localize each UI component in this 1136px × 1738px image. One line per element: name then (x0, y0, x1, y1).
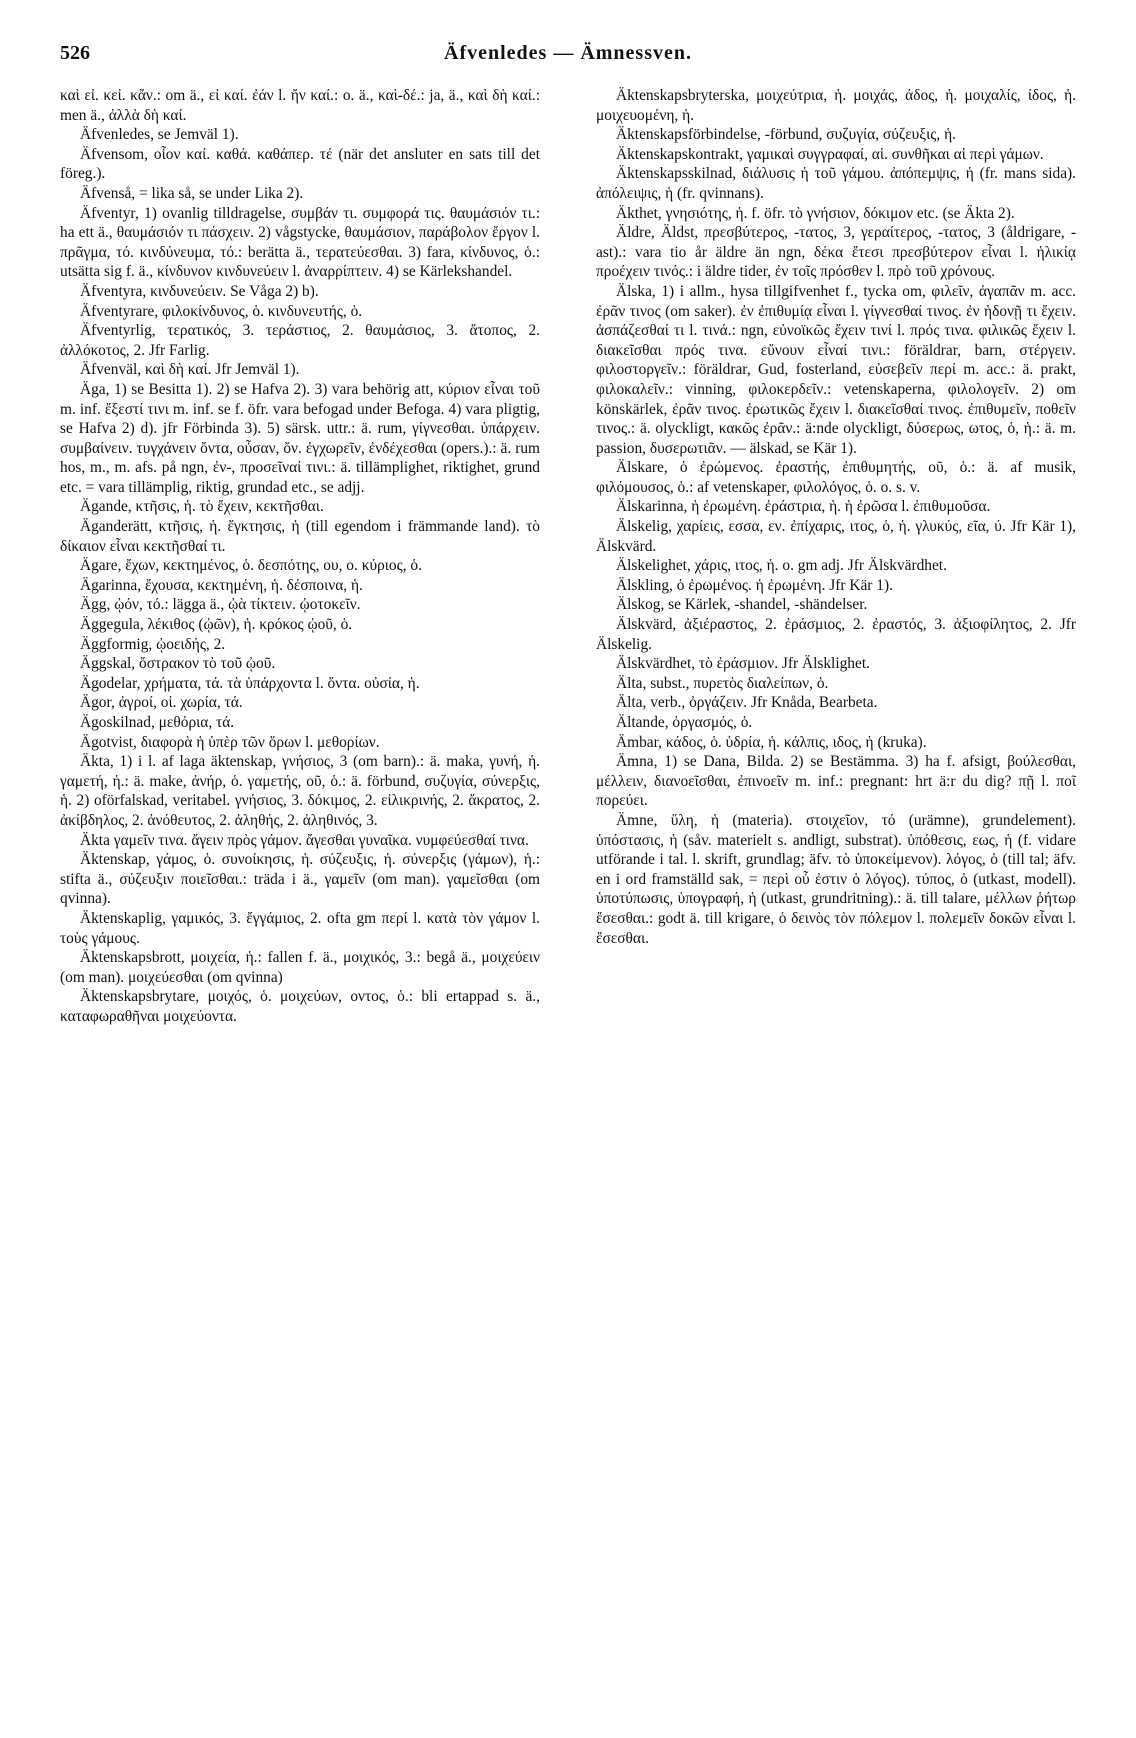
dictionary-entry: Äktenskapsbrytare, μοιχός, ὁ. μοιχεύων, οντος, ὁ.: bli ertappad s. ä., καταφωραθῆναι μοιχεύοντα. (60, 988, 540, 1025)
dictionary-entry: Äktenskapsskilnad, διάλυσις ἡ τοῦ γάμου. ἀπόπεμψις, ἡ (fr. mans sida). ἀπόλειψις, ἡ (fr. qvinnans). (596, 165, 1076, 202)
dictionary-entry: Äktenskapskontrakt, γαμικαὶ συγγραφαί, αἱ. συνθῆκαι αἱ περὶ γάμων. (616, 145, 1044, 163)
dictionary-entry: Äkthet, γνησιότης, ἡ. f. öfr. τὸ γνήσιον, δόκιμον etc. (se Äkta 2). (616, 204, 1015, 222)
dictionary-entry: Äggskal, ὄστρακον τὸ τοῦ ᾠοῦ. (80, 655, 276, 673)
dictionary-entry: Älskarinna, ἡ ἐρωμένη. ἐράστρια, ἡ. ἡ ἐρῶσα l. ἐπιθυμοῦσα. (616, 498, 991, 516)
dictionary-entry: Ägodelar, χρήματα, τά. τὰ ὑπάρχοντα l. ὄντα. οὐσία, ἡ. (80, 674, 420, 692)
dictionary-entry: Ämbar, κάδος, ὁ. ὑδρία, ἡ. κάλπις, ιδος, ἡ (kruka). (616, 733, 927, 751)
dictionary-entry: Äktenskapsbryterska, μοιχεύτρια, ἡ. μοιχάς, άδος, ἡ. μοιχαλίς, ίδος, ἡ. μοιχευομένη, ἡ. (596, 87, 1076, 124)
dictionary-entry: Älskare, ὁ ἐρώμενος. ἐραστής, ἐπιθυμητής, οῦ, ὁ.: ä. af musik, φιλόμουσος, ὁ.: af vetenskaper, φιλολόγος, ὁ. o. s. v. (596, 459, 1076, 496)
left-column (60, 86, 540, 1706)
dictionary-entry: Ägor, ἀγροί, οἱ. χωρία, τά. (80, 694, 243, 712)
dictionary-entry: Älskelighet, χάρις, ιτος, ἡ. o. gm adj. Jfr Älskvärdhet. (616, 557, 947, 575)
dictionary-entry: Äfventyrare, φιλοκίνδυνος, ὁ. κινδυνευτής, ὁ. (80, 302, 363, 320)
dictionary-entry: Äkta, 1) i l. af laga äktenskap, γνήσιος, 3 (om barn).: ä. maka, γυνή, ἡ. γαμετή, ἡ.: ä. make, ἀνήρ, ὁ. γαμετής, οῦ, ὁ.: ä. förbund, συζυγία, σύνερξις, ἡ. 2) oförfalskad, veritabel. γνήσιος, 3. δόκιμος, 2. εἰλικρινής, 2. ἄκρατος, 2. ἀκίβδηλος, 2. ἀνόθευτος, 2. ἀληθής, 2. ἀληθινός, 3. (60, 753, 540, 829)
dictionary-entry: Ämna, 1) se Dana, Bilda. 2) se Bestämma. 3) ha f. afsigt, βούλεσθαι, μέλλειν, διανοεῖσθαι, ἐπινοεῖν m. inf.: pregnant: hrt ä:r du dig? πῇ l. ποῖ πορεύει. (596, 753, 1076, 810)
dictionary-entry: Ämne, ὕλη, ἡ (materia). στοιχεῖον, τό (urämne), grundelement). ὑπόστασις, ἡ (såv. materielt s. andligt, substrat). ὑπόθεσις, εως, ἡ (f. vidare utförande i tal. l. skrift, grundlag; äfv. τὸ ὑποκείμενον). λόγος, ὁ (till tal; äfv. en i ord framställd sak, = περὶ οὗ ἐστιν ὁ λόγος). τύπος, ὁ (utkast, modell). ὑποτύπωσις, ὑπογραφή, ἡ (utkast, grundritning).: ä. till talare, μέλλων ῥήτωρ ἔσεσθαι.: godt ä. till krigare, ὁ δεινὸς τὸν πόλεμον l. πολεμεῖν δοκῶν εἶναι l. ἔσεσθαι. (596, 811, 1076, 947)
dictionary-entry: Äktenskapsbrott, μοιχεία, ἡ.: fallen f. ä., μοιχικός, 3.: begå ä., μοιχεύειν (om man). μοιχεύεσθαι (om qvinna) (60, 949, 540, 986)
dictionary-entry: Äga, 1) se Besitta 1). 2) se Hafva 2). 3) vara behörig att, κύριον εἶναι τοῦ m. inf. ἔξεστί τινι m. inf. se f. öfr. vara befogad under Befoga. 4) vara pligtig, se Hafva 2) d). jfr Förbinda 3). 5) särsk. uttr.: ä. rum, γίγνεσθαι. ὑπάρχειν. συμβαίνειν. τυγχάνειν ὄντα, οὖσαν, ὄν. ἐγχωρεῖν, ἐνδέχεσθαι (opers.).: ä. rum hos, m., m. afs. på ngn, ἐν-, προσεῖναί τινι.: ä. tillämplighet, riktighet, grund etc. = vara tillämplig, riktig, grundad etc., se adjj. (60, 380, 540, 496)
dictionary-entry: Ägarinna, ἔχουσα, κεκτημένη, ἡ. δέσποινα, ἡ. (80, 576, 363, 594)
running-title: Äfvenledes — Ämnessven. (444, 42, 692, 64)
dictionary-entry: Äkta γαμεῖν τινα. ἄγειν πρὸς γάμον. ἄγεσθαι γυναῖκα. νυμφεύεσθαί τινα. (80, 831, 529, 849)
dictionary-entry: Äfventyrlig, τερατικός, 3. τεράστιος, 2. θαυμάσιος, 3. ἄτοπος, 2. ἀλλόκοτος, 2. Jfr Farlig. (60, 322, 540, 359)
dictionary-entry: Äktenskaplig, γαμικός, 3. ἔγγάμιος, 2. ofta gm περί l. κατὰ τὸν γάμον l. τοὺς γάμους. (60, 909, 540, 947)
dictionary-entry: Älskvärdhet, τὸ ἐράσμιον. Jfr Älsklighet. (616, 655, 870, 673)
dictionary-entry: Äggegula, λέκιθος (ᾠῶν), ἡ. κρόκος ᾠοῦ, ὁ. (80, 616, 353, 634)
page-header (60, 42, 1076, 72)
dictionary-entry: Älta, verb., ὀργάζειν. Jfr Knåda, Bearbeta. (616, 694, 878, 712)
page-number: 526 (60, 42, 90, 64)
dictionary-entry: Äktenskapsförbindelse, -förbund, συζυγία, σύζευξις, ἡ. (616, 126, 956, 144)
dictionary-entry: Äfvensom, οἷον καί. καθά. καθάπερ. τέ (när det ansluter en sats till det föreg.). (60, 145, 540, 183)
dictionary-entry: Ägotvist, διαφορὰ ἡ ὑπὲρ τῶν ὅρων l. μεθορίων. (80, 733, 380, 751)
dictionary-entry: Älta, subst., πυρετὸς διαλείπων, ὁ. (616, 674, 829, 692)
dictionary-entry: Älskling, ὁ ἐρωμένος. ἡ ἐρωμένη. Jfr Kär 1). (616, 576, 893, 594)
dictionary-entry: Älska, 1) i allm., hysa tillgifvenhet f., tycka om, φιλεῖν, ἀγαπᾶν m. acc. ἐρᾶν τινος (om saker). ἐν ἐπιθυμίᾳ εἶναι l. γίγνεσθαί τινος. ἐν ἡδονῇ τι ἔχειν. ἀσπάζεσθαί τι l. τινά.: ngn, εὐνοϊκῶς ἔχειν τινί l. πρός τινα. φιλικῶς ἔχειν l. διακεῖσθαι πρός τινα. εὔνουν εἶναί τινι.: föräldrar, barn, στέργειν. φιλοστοργεῖν.: föräldrar, Gud, fosterland, εὐσεβεῖν περί m. acc.: ä. prakt, φιλοκαλεῖν.: vinning, φιλοκερδεῖν.: vetenskaperna, φιλολογεῖν. 2) om könskärlek, ἐρᾶν τινος. ἐρωτικῶς ἔχειν l. διακεῖσθαί τινος. ἐπιθυμεῖν, ποθεῖν τινος.: ä. olyckligt, κακῶς ἐρᾶν.: ä:nde olyckligt, δύσερως, ωτος, ὁ, ἡ.: ä. m. passion, δυσερωτιᾶν. — älskad, se Kär 1). (596, 282, 1076, 457)
dictionary-entry: Äldre, Äldst, πρεσβύτερος, -τατος, 3, γεραίτερος, -τατος, 3 (åldrigare, -ast).: vara tio år äldre än ngn, δέκα ἔτεσι πρεσβύτερον εἶναι l. ἡλικίᾳ προέχειν τινός.: i äldre tider, ἐν τοῖς πρόσθεν l. πρὸ τοῦ χρόνους. (596, 224, 1076, 281)
dictionary-entry: Älskvärd, ἀξιέραστος, 2. ἐράσμιος, 2. ἐραστός, 3. ἀξιοφίλητος, 2. Jfr Älskelig. (596, 616, 1076, 653)
dictionary-entry: Äfvenväl, καὶ δὴ καί. Jfr Jemväl 1). (80, 361, 300, 379)
dictionary-entry: Ägoskilnad, μεθόρια, τά. (80, 714, 235, 731)
dictionary-entry: Äktenskap, γάμος, ὁ. συνοίκησις, ἡ. σύζευξις, ἡ. σύνερξις (γάμων), ἡ.: stifta ä., σύζευξιν ποιεῖσθαι.: träda i ä., γαμεῖν (om man). γαμεῖσθαι (om qvinna). (60, 851, 540, 908)
dictionary-entry: Äganderätt, κτῆσις, ἡ. ἔγκτησις, ἡ (till egendom i främmande land). τὸ δίκαιον εἶναι κεκτῆσθαί τι. (60, 518, 540, 555)
dictionary-entry: Älskog, se Kärlek, -shandel, -shändelser. (616, 596, 868, 614)
dictionary-entry: Äfvenledes, se Jemväl 1). (80, 126, 239, 144)
right-column (596, 86, 1076, 1706)
dictionary-entry: Äfventyr, 1) ovanlig tilldragelse, συμβάν τι. συμφορά τις. θαυμάσιόν τι.: ha ett ä., θαυμάσιόν τι πάσχειν. 2) vågstycke, θαυμάσιον, παράβολον ἔργον l. πρᾶγμα, τό. κινδύνευμα, τό.: berätta ä., τερατεύεσθαι. 3) fara, κίνδυνος, ὁ.: utsätta sig f. ä., κίνδυνον κινδυνεύειν l. ἀναρρίπτειν. 4) se Kärlekshandel. (60, 204, 540, 281)
dictionary-entry: Äfvenså, = lika så, se under Lika 2). (80, 184, 304, 202)
dictionary-entry: Äfventyra, κινδυνεύειν. Se Våga 2) b). (80, 282, 319, 300)
dictionary-entry: Ägg, ᾠόν, τό.: lägga ä., ᾠὰ τίκτειν. ᾠοτοκεῖν. (80, 596, 361, 614)
dictionary-entry: Ägare, ἔχων, κεκτημένος, ὁ. δεσπότης, ου, ο. κύριος, ὁ. (80, 557, 422, 575)
dictionary-entry: Ältande, ὀργασμός, ὁ. (616, 714, 753, 731)
dictionary-entry: Älskelig, χαρίεις, εσσα, εν. ἐπίχαρις, ιτος, ὁ, ἡ. γλυκύς, εῖα, ύ. Jfr Kär 1), Älskvärd. (596, 518, 1076, 555)
dictionary-entry: Äggformig, ᾠοειδής, 2. (80, 635, 226, 653)
dictionary-entry: Ägande, κτῆσις, ἡ. τὸ ἔχειν, κεκτῆσθαι. (80, 498, 324, 516)
dictionary-entry: καὶ εἰ. κεἰ. κἄν.: om ä., εἰ καί. ἐάν l. ἤν καί.: o. ä., καὶ-δέ.: ja, ä., καὶ δὴ καί.: men ä., ἀλλὰ δὴ καί. (60, 87, 540, 124)
